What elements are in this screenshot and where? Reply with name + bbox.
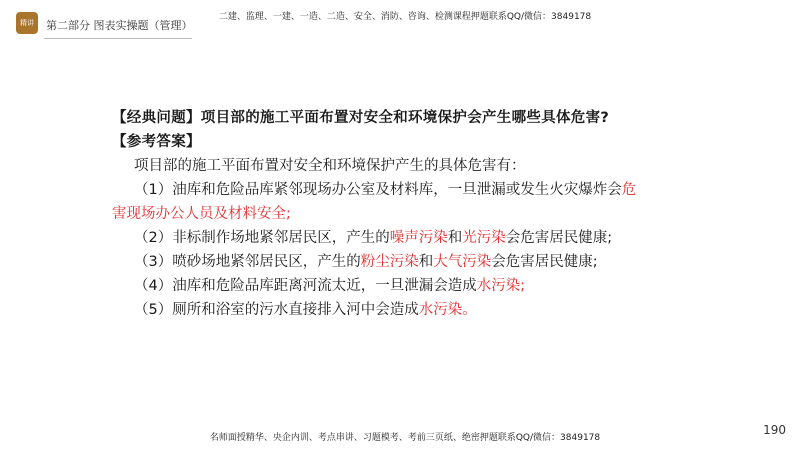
- slide-content: [112, 106, 672, 322]
- answer-item-1-continued: [112, 202, 672, 226]
- answer-item-2-text: （2）非标制作场地紧邻居民区，产生的: [134, 230, 390, 246]
- answer-item-5: [112, 298, 672, 322]
- answer-item-2: [112, 226, 672, 250]
- logo: 精讲: [16, 12, 38, 34]
- page-number: 190: [763, 423, 786, 437]
- question-heading: 【经典问题】项目部的施工平面布置对安全和环境保护会产生哪些具体危害?: [112, 110, 610, 126]
- answer-item-4-text: （4）油库和危险品库距离河流太近，一旦泄漏会造成: [134, 278, 477, 294]
- header-divider: [44, 38, 192, 39]
- answer-item-1-text: （1）油库和危险品库紧邻现场办公室及材料库，一旦泄漏或发生火灾爆炸会: [134, 182, 622, 198]
- section-title: 第二部分 图表实操题（管理）: [46, 19, 193, 32]
- answer-item-2-highlight-noise: 噪声污染: [389, 230, 448, 246]
- answer-item-1: [112, 178, 672, 202]
- answer-item-1-highlight: 危: [621, 182, 637, 198]
- answer-item-4-highlight: 水污染;: [476, 278, 526, 294]
- answer-intro: 项目部的施工平面布置对安全和环境保护产生的具体危害有：: [134, 158, 526, 174]
- answer-item-5-highlight: 水污染。: [418, 302, 477, 318]
- answer-item-1-highlight-continued: 害现场办公人员及材料安全;: [112, 206, 291, 222]
- answer-item-3-highlight-dust: 粉尘污染: [360, 254, 419, 270]
- answer-item-3-text: （3）喷砂场地紧邻居民区，产生的: [134, 254, 361, 270]
- answer-item-3: [112, 250, 672, 274]
- answer-label: 【参考答案】: [112, 134, 201, 150]
- answer-item-4: [112, 274, 672, 298]
- header-contact-text: 二建、监理、一建、一造、二造、安全、消防、咨询、检测课程押题联系QQ/微信：3849178: [218, 12, 592, 22]
- footer-contact-text: 名师面授精华、央企内训、考点串讲、习题模考、考前三页纸、绝密押题联系QQ/微信：3849178: [209, 433, 601, 443]
- answer-item-3-tail: 会危害居民健康;: [491, 254, 598, 270]
- answer-item-2-tail: 会危害居民健康;: [505, 230, 613, 246]
- answer-item-3-highlight-air: 大气污染: [433, 254, 492, 270]
- answer-item-2-connector: 和: [447, 230, 463, 246]
- answer-item-3-connector: 和: [418, 254, 434, 270]
- answer-item-5-text: （5）厕所和浴室的污水直接排入河中会造成: [134, 302, 419, 318]
- answer-item-2-highlight-light: 光污染: [462, 230, 506, 246]
